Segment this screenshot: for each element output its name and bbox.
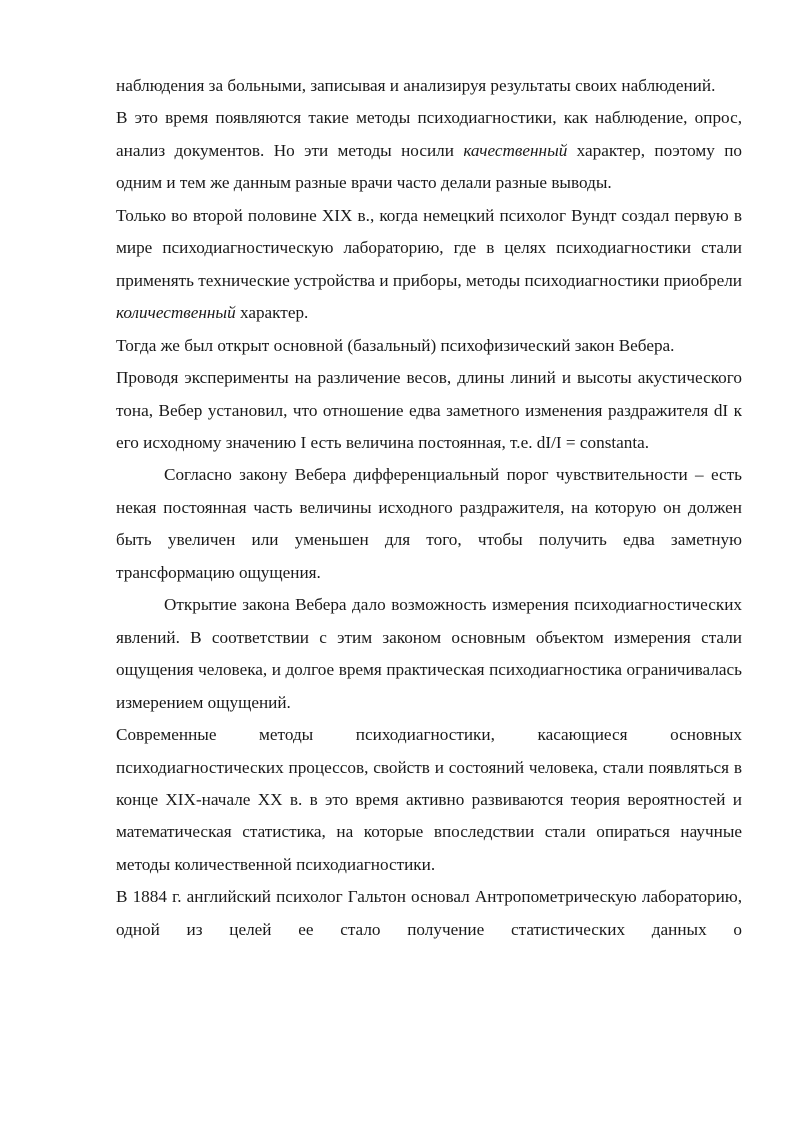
paragraph-2-text-a: В это время появляются такие методы психодиагностики, как наблюдение, опрос, анализ документов. Но эти методы носили [116, 108, 742, 160]
paragraph-1: наблюдения за больными, записывая и анализируя результаты своих наблюдений. [116, 76, 716, 95]
emphasis-qualitative: качественный [463, 140, 568, 160]
paragraph-7: Открытие закона Вебера дало возможность измерения психодиагностических явлений. В соответствии с этим законом основным объектом измерения стали ощущения человека, и долгое время практическая психодиагностика ограничивалась измерением ощущений. [116, 595, 742, 712]
paragraph-3 [116, 200, 742, 330]
paragraph-6: Согласно закону Вебера дифференциальный порог чувствительности – есть некая постоянная часть величины исходного раздражителя, на которую он должен быть увеличен или уменьшен для того, чтобы получить едва заметную трансформацию ощущения. [116, 465, 742, 582]
paragraph-8: Современные методы психодиагностики, касающиеся основных психодиагностических процессов, свойств и состояний человека, стали появляться в конце XIX-начале XX в. в это время активно развиваются теория вероятностей и математическая статистика, на которые впоследствии стали опираться научные методы количественной психодиагностики. [116, 725, 742, 874]
paragraph-5: Проводя эксперименты на различение весов, длины линий и высоты акустического тона, Вебер установил, что отношение едва заметного изменения раздражителя dI к его исходному значению I есть величина постоянная, т.е. dI/I = constanta. [116, 368, 742, 452]
paragraph-9: В 1884 г. английский психолог Гальтон основал Антропометрическую лабораторию, одной из целей ее стало получение статистических данных о [116, 887, 742, 939]
paragraph-2 [116, 102, 742, 199]
emphasis-quantitative: количественный [116, 303, 236, 323]
paragraph-3-text-b: характер. [235, 303, 309, 323]
paragraph-3-text-a: Только во второй половине XIX в., когда немецкий психолог Вундт создал первую в мире психодиагностическую лабораторию, где в целях психодиагностики стали применять технические устройства и приборы, методы психодиагностики приобрели [116, 205, 742, 290]
paragraph-4: Тогда же был открыт основной (базальный) психофизический закон Вебера. [116, 335, 675, 355]
paragraph-2-text-b: характер, поэтому по одним и тем же данным разные врачи часто делали разные выводы. [116, 140, 742, 193]
body-text [116, 70, 742, 946]
